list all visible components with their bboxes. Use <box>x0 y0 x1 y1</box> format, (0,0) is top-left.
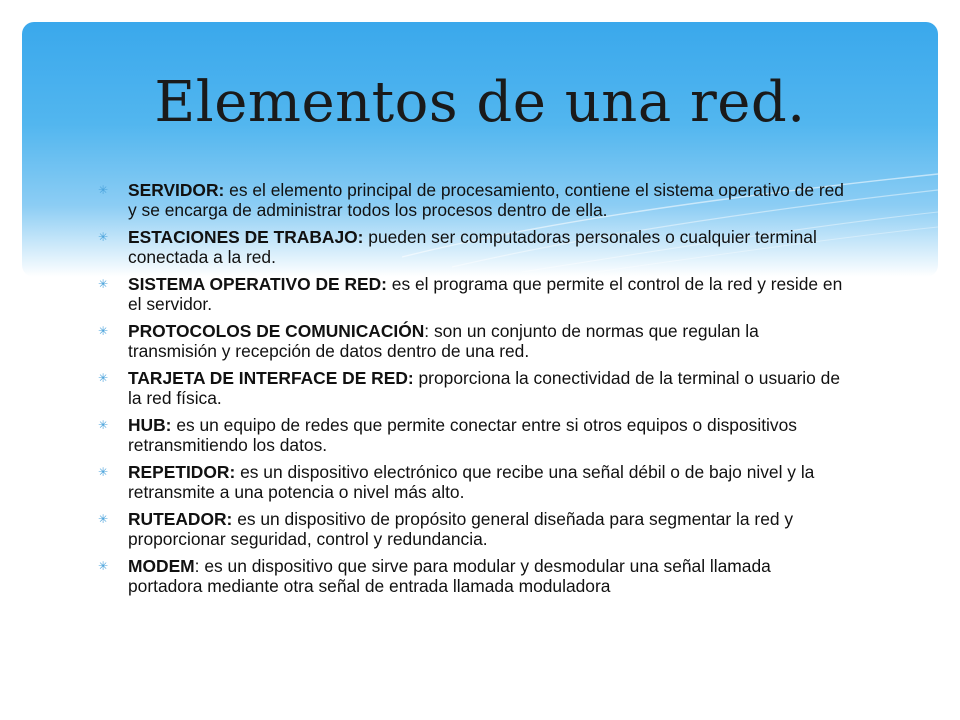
item-description: : son un conjunto de normas que regulan la transmisión y recepción de datos dentro de una red. <box>128 321 759 361</box>
item-description: es un dispositivo de propósito general diseñada para segmentar la red y proporcionar seguridad, control y redundancia. <box>128 509 794 549</box>
item-term: MODEM <box>128 556 195 576</box>
item-description: pueden ser computadoras personales o cualquier terminal conectada a la red. <box>128 227 817 267</box>
item-description: es un dispositivo electrónico que recibe una señal débil o de bajo nivel y la retransmite a una potencia o nivel más alto. <box>128 462 815 502</box>
star-bullet-icon: ✳ <box>97 559 109 573</box>
item-term: ESTACIONES DE TRABAJO: <box>128 227 364 247</box>
item-description: : es un dispositivo que sirve para modular y desmodular una señal llamada portadora mediante otra señal de entrada llamada moduladora <box>128 556 771 596</box>
star-bullet-icon: ✳ <box>97 230 109 244</box>
list-item <box>96 463 848 502</box>
item-description: proporciona la conectividad de la terminal o usuario de la red física. <box>128 368 841 408</box>
list-item <box>96 557 848 596</box>
item-description: es el elemento principal de procesamiento, contiene el sistema operativo de red y se encarga de administrar todos los procesos dentro de ella. <box>128 180 844 220</box>
item-term: RUTEADOR: <box>128 509 233 529</box>
element-list <box>96 181 848 604</box>
list-item <box>96 416 848 455</box>
page-title: Elementos de una red. <box>154 70 806 135</box>
star-bullet-icon: ✳ <box>97 371 109 385</box>
star-bullet-icon: ✳ <box>97 418 109 432</box>
item-term: PROTOCOLOS DE COMUNICACIÓN <box>128 321 425 341</box>
list-item <box>96 510 848 549</box>
star-bullet-icon: ✳ <box>97 324 109 338</box>
list-item <box>96 228 848 267</box>
star-bullet-icon: ✳ <box>97 512 109 526</box>
item-term: HUB: <box>128 415 172 435</box>
item-term: REPETIDOR: <box>128 462 236 482</box>
list-item <box>96 275 848 314</box>
list-item <box>96 181 848 220</box>
star-bullet-icon: ✳ <box>97 465 109 479</box>
star-bullet-icon: ✳ <box>97 183 109 197</box>
item-term: SERVIDOR: <box>128 180 225 200</box>
item-term: TARJETA DE INTERFACE DE RED: <box>128 368 414 388</box>
item-description: es el programa que permite el control de la red y reside en el servidor. <box>128 274 843 314</box>
list-item <box>96 369 848 408</box>
item-description: es un equipo de redes que permite conectar entre si otros equipos o dispositivos retransmitiendo los datos. <box>128 415 797 455</box>
item-term: SISTEMA OPERATIVO DE RED: <box>128 274 387 294</box>
list-item <box>96 322 848 361</box>
star-bullet-icon: ✳ <box>97 277 109 291</box>
